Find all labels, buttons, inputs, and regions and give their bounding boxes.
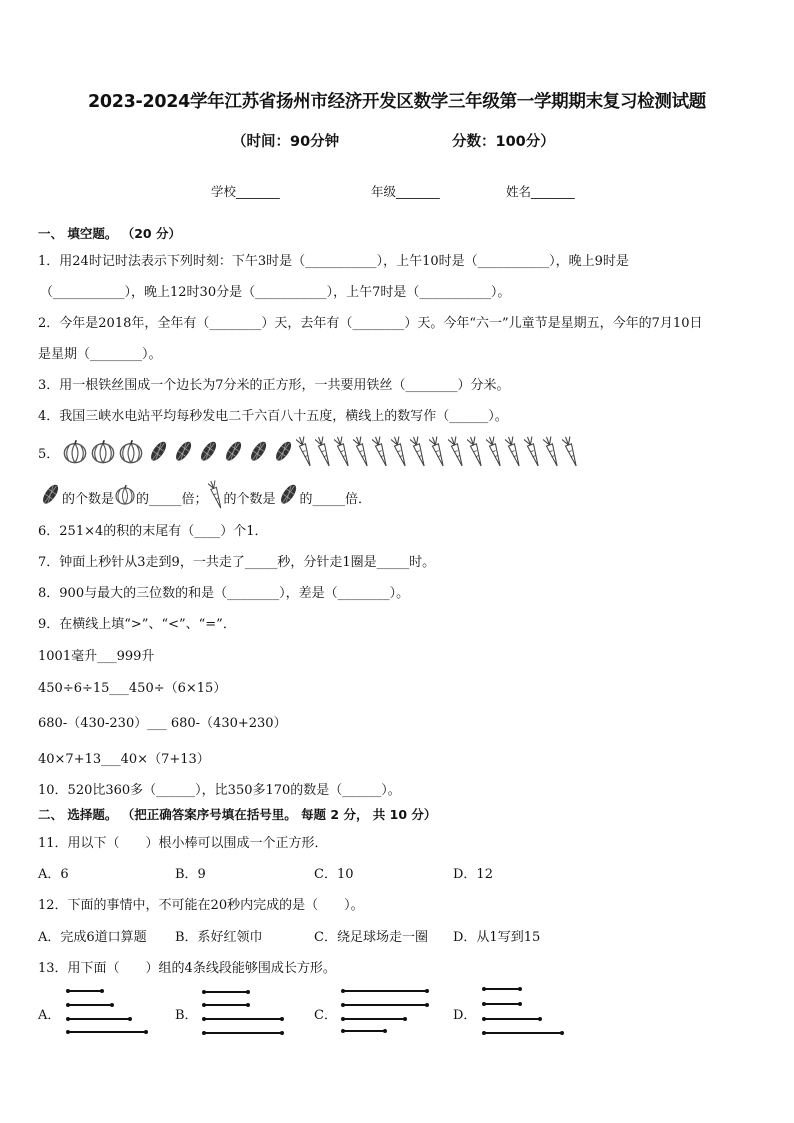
segment — [343, 1018, 405, 1020]
carrot-icon — [208, 480, 224, 514]
question-6: 6．251×4的积的末尾有（____）个1． — [38, 524, 268, 539]
question-9-d: 40×7+13___40×（7+13） — [38, 752, 210, 767]
carrot-icon — [486, 436, 504, 472]
q5-text-1: 的个数是 — [62, 491, 115, 507]
q11-option-d[interactable]: D．12 — [453, 867, 493, 882]
question-11: 11．用以下（ ）根小棒可以围成一个正方形． — [38, 836, 328, 851]
question-9-b: 450÷6÷15___450÷（6×15） — [38, 681, 227, 696]
carrot-icon — [467, 436, 485, 472]
q13-option-b[interactable]: B． — [175, 1008, 198, 1023]
corn-icon — [146, 437, 170, 471]
q12-option-d[interactable]: D．从1写到15 — [453, 930, 541, 945]
q13-option-a[interactable]: A． — [38, 1008, 61, 1023]
segment — [484, 1003, 520, 1005]
question-13: 13．用下面（ ）组的4条线段能够围成长方形。 — [38, 961, 336, 976]
carrot-icon — [524, 436, 542, 472]
question-5-pictures — [62, 436, 581, 472]
q13-option-d[interactable]: D． — [453, 1008, 477, 1023]
segment — [204, 1004, 248, 1006]
carrot-icon — [543, 436, 561, 472]
question-8: 8．900与最大的三位数的和是（________），差是（________）。 — [38, 586, 410, 601]
q13-option-c[interactable]: C． — [314, 1008, 337, 1023]
carrot-icon — [410, 436, 428, 472]
carrot-icon — [562, 436, 580, 472]
question-7: 7．钟面上秒针从3走到9，一共走了_____秒，分针走1圈是_____时。 — [38, 555, 436, 570]
corn-icon — [221, 437, 245, 471]
pumpkin-icon — [90, 440, 116, 468]
question-4: 4．我国三峡水电站平均每秒发电二千六百八十五度，横线上的数写作（______）。 — [38, 409, 508, 424]
question-10: 10．520比360多（______），比350多170的数是（______）。 — [38, 783, 401, 798]
q11-option-b[interactable]: B．9 — [175, 867, 206, 882]
carrot-icon — [391, 436, 409, 472]
carrot-icon — [296, 436, 314, 472]
segment — [204, 991, 248, 993]
corn-icon — [276, 481, 300, 513]
question-1-line-1: 1．用24时记时法表示下列时刻：下午3时是（___________），上午10时是（___________），晚上9时是 — [38, 254, 629, 269]
school-field: 学校_______ — [211, 184, 280, 199]
corn-icon — [171, 437, 195, 471]
page-title: 2023-2024学年江苏省扬州市经济开发区数学三年级第一学期期末复习检测试题 — [88, 92, 706, 112]
grade-field: 年级_______ — [371, 184, 440, 199]
score-info: 分数：100分） — [452, 134, 555, 150]
question-1-line-2: （___________），晚上12时30分是（___________），上午7时是（___________）。 — [40, 285, 511, 300]
q11-option-c[interactable]: C．10 — [314, 867, 354, 882]
segment — [68, 1018, 130, 1020]
q5-text-3: 的个数是 — [223, 491, 276, 507]
time-info: （时间：90分钟 — [232, 134, 340, 150]
question-3: 3．用一根铁丝围成一个边长为7分米的正方形，一共要用铁丝（________）分米。 — [38, 378, 510, 393]
segment — [343, 1030, 385, 1032]
segment — [343, 1004, 427, 1006]
q12-option-c[interactable]: C．绕足球场走一圈 — [314, 930, 428, 945]
question-2-line-2: 是星期（________）。 — [38, 347, 162, 362]
segment — [484, 1018, 540, 1020]
q12-option-a[interactable]: A．完成6道口算题 — [38, 930, 147, 945]
carrot-icon — [334, 436, 352, 472]
corn-icon — [38, 481, 62, 513]
carrot-icon — [429, 436, 447, 472]
corn-icon — [246, 437, 270, 471]
question-12: 12．下面的事情中，不可能在20秒内完成的是（ ）。 — [38, 898, 364, 913]
segment — [204, 1018, 282, 1020]
q12-option-b[interactable]: B．系好红领巾 — [175, 930, 263, 945]
corn-icon — [196, 437, 220, 471]
segment — [484, 988, 520, 990]
section-2-heading: 二、 选择题。 （把正确答案序号填在括号里。 每题 2 分， 共 10 分） — [38, 807, 437, 822]
segment — [343, 990, 427, 992]
pumpkin-icon — [114, 485, 136, 509]
carrot-icon — [448, 436, 466, 472]
q5-text-2: 的_____倍； — [136, 491, 208, 507]
carrot-icon — [315, 436, 333, 472]
carrot-icon — [353, 436, 371, 472]
segment — [68, 990, 102, 992]
question-9-a: 1001毫升___999升 — [38, 649, 155, 664]
pumpkin-icon — [62, 440, 88, 468]
question-9-c: 680-（430-230）___ 680-（430+230） — [38, 716, 287, 731]
segment — [204, 1032, 282, 1034]
corn-icon — [271, 437, 295, 471]
segment — [68, 1031, 146, 1033]
name-field: 姓名_______ — [506, 184, 575, 199]
question-9: 9．在横线上填“>”、“<”、“=”． — [38, 617, 236, 632]
segment — [68, 1004, 112, 1006]
pumpkin-icon — [118, 440, 144, 468]
q11-option-a[interactable]: A．6 — [38, 867, 69, 882]
question-5-number: 5． — [38, 447, 60, 462]
question-5-text — [38, 480, 371, 514]
q5-text-4: 的_____倍． — [299, 491, 372, 507]
section-1-heading: 一、 填空题。 （20 分） — [38, 226, 181, 241]
question-2-line-1: 2．今年是2018年，全年有（________）天，去年有（________）天。今年“六一”儿童节是星期五，今年的7月10日 — [38, 316, 703, 331]
segment — [484, 1032, 562, 1034]
carrot-icon — [505, 436, 523, 472]
carrot-icon — [372, 436, 390, 472]
